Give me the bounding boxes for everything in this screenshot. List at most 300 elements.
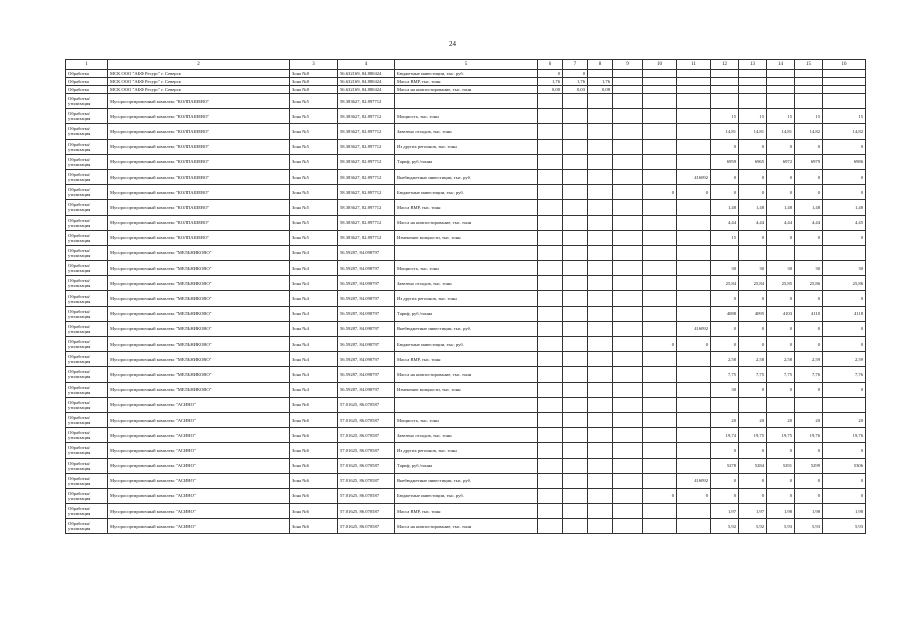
table-row [66, 200, 866, 215]
coordinates-cell: 56.59287, 84.098797 [338, 291, 395, 306]
object-name-cell: Мусоросортировочный комплекс "КОЛПАШЕВО" [108, 169, 290, 184]
value-cell [643, 291, 677, 306]
value-cell: 25,84 [711, 276, 739, 291]
column-header: 12 [711, 60, 739, 70]
operation-cell: Обработка/ утилизация [66, 215, 108, 230]
zone-cell: Зона №6 [290, 504, 338, 519]
operation-cell: Обработка/ утилизация [66, 154, 108, 169]
indicator-cell: Масса на компостирование, тыс. тонн [395, 86, 538, 94]
coordinates-cell: 57.01625, 86.070587 [338, 397, 395, 412]
value-cell [677, 291, 711, 306]
value-cell [588, 352, 613, 367]
value-cell: 4,44 [795, 215, 823, 230]
table-row [66, 473, 866, 488]
coordinates-cell: 57.01625, 86.070587 [338, 428, 395, 443]
coordinates-cell: 56.59287, 84.098797 [338, 245, 395, 260]
object-name-cell: Мусоросортировочный комплекс "МЕЛЬНИКОВО" [108, 382, 290, 397]
column-header: 16 [823, 60, 866, 70]
table-row [66, 443, 866, 458]
value-cell: 0 [823, 488, 866, 503]
value-cell: 0 [739, 473, 767, 488]
table-row [66, 276, 866, 291]
object-name-cell: Мусоросортировочный комплекс "АСИНО" [108, 428, 290, 443]
value-cell: 1,98 [823, 504, 866, 519]
object-name-cell: Мусоросортировочный комплекс "КОЛПАШЕВО" [108, 154, 290, 169]
value-cell: 0 [767, 443, 795, 458]
operation-cell: Обработка/ утилизация [66, 458, 108, 473]
value-cell: 0 [711, 337, 739, 352]
value-cell [563, 200, 588, 215]
operation-cell: Обработка/ утилизация [66, 443, 108, 458]
object-name-cell: МСК ООО "АБФ Ресурс" г. Северск [108, 86, 290, 94]
value-cell: 0 [795, 321, 823, 336]
value-cell [588, 169, 613, 184]
object-name-cell: Мусоросортировочный комплекс "МЕЛЬНИКОВО" [108, 245, 290, 260]
value-cell [538, 215, 563, 230]
value-cell: 1,98 [767, 504, 795, 519]
value-cell: 30 [739, 261, 767, 276]
zone-cell: Зона №6 [290, 519, 338, 534]
value-cell [643, 86, 677, 94]
value-cell: 0 [767, 382, 795, 397]
table-row [66, 291, 866, 306]
operation-cell: Обработка/ утилизация [66, 276, 108, 291]
value-cell [563, 245, 588, 260]
table-header [66, 60, 866, 70]
value-cell [677, 261, 711, 276]
object-name-cell: Мусоросортировочный комплекс "КОЛПАШЕВО" [108, 94, 290, 109]
value-cell: 6972 [767, 154, 795, 169]
value-cell [643, 397, 677, 412]
value-cell: 5,93 [767, 519, 795, 534]
value-cell: 6986 [823, 154, 866, 169]
coordinates-cell: 58.383627, 82.897712 [338, 124, 395, 139]
table-row [66, 154, 866, 169]
value-cell [643, 261, 677, 276]
value-cell [767, 94, 795, 109]
value-cell [538, 488, 563, 503]
value-cell [563, 488, 588, 503]
object-name-cell: Мусоросортировочный комплекс "КОЛПАШЕВО" [108, 215, 290, 230]
value-cell [795, 70, 823, 78]
coordinates-cell: 56.59287, 84.098797 [338, 306, 395, 321]
value-cell: 0 [739, 139, 767, 154]
value-cell [588, 200, 613, 215]
value-cell [563, 443, 588, 458]
value-cell [538, 367, 563, 382]
value-cell [563, 473, 588, 488]
value-cell [613, 337, 643, 352]
value-cell: 30 [795, 261, 823, 276]
value-cell: 5284 [739, 458, 767, 473]
value-cell: 0 [823, 321, 866, 336]
object-name-cell: Мусоросортировочный комплекс "МЕЛЬНИКОВО" [108, 276, 290, 291]
value-cell [538, 154, 563, 169]
value-cell [643, 215, 677, 230]
value-cell [823, 245, 866, 260]
value-cell: 0 [739, 488, 767, 503]
value-cell [613, 200, 643, 215]
operation-cell: Обработка/ утилизация [66, 352, 108, 367]
operation-cell: Обработка [66, 78, 108, 86]
value-cell: 0 [677, 337, 711, 352]
object-name-cell: Мусоросортировочный комплекс "АСИНО" [108, 473, 290, 488]
value-cell: 4095 [739, 306, 767, 321]
operation-cell: Обработка/ утилизация [66, 473, 108, 488]
coordinates-cell: 58.383627, 82.897712 [338, 185, 395, 200]
object-name-cell: Мусоросортировочный комплекс "МЕЛЬНИКОВО" [108, 321, 290, 336]
indicator-cell: Масса ВМР, тыс. тонн [395, 200, 538, 215]
zone-cell: Зона №6 [290, 473, 338, 488]
value-cell: 5,92 [739, 519, 767, 534]
value-cell [613, 443, 643, 458]
value-cell [538, 321, 563, 336]
indicator-cell: Масса на компостирование, тыс. тонн [395, 215, 538, 230]
value-cell [643, 428, 677, 443]
column-header: 11 [677, 60, 711, 70]
operation-cell: Обработка/ утилизация [66, 261, 108, 276]
value-cell: 416092 [677, 169, 711, 184]
value-cell: 0 [795, 291, 823, 306]
value-cell: 25,86 [823, 276, 866, 291]
coordinates-cell: 56.632169, 84.880424 [338, 70, 395, 78]
value-cell [613, 504, 643, 519]
value-cell [588, 428, 613, 443]
value-cell: 5291 [767, 458, 795, 473]
value-cell [613, 412, 643, 427]
table-row [66, 321, 866, 336]
value-cell [823, 94, 866, 109]
value-cell [588, 185, 613, 200]
indicator-cell: Масса ВМР, тыс. тонн [395, 504, 538, 519]
value-cell: 4118 [823, 306, 866, 321]
value-cell [643, 94, 677, 109]
value-cell [538, 382, 563, 397]
coordinates-cell: 56.59287, 84.098797 [338, 261, 395, 276]
value-cell: 1,48 [711, 200, 739, 215]
table-row [66, 70, 866, 78]
value-cell [538, 169, 563, 184]
indicator-cell: Внебюджетные инвестиции, тыс. руб. [395, 169, 538, 184]
value-cell [823, 78, 866, 86]
object-name-cell: Мусоросортировочный комплекс "КОЛПАШЕВО" [108, 200, 290, 215]
value-cell: 0 [795, 382, 823, 397]
value-cell [588, 70, 613, 78]
table-row [66, 185, 866, 200]
value-cell [711, 245, 739, 260]
value-cell [677, 276, 711, 291]
value-cell [563, 412, 588, 427]
value-cell [643, 124, 677, 139]
value-cell: 0 [711, 443, 739, 458]
column-header: 2 [108, 60, 290, 70]
value-cell: 0 [711, 139, 739, 154]
value-cell [563, 321, 588, 336]
coordinates-cell: 58.383627, 82.897712 [338, 230, 395, 245]
value-cell [677, 200, 711, 215]
coordinates-cell: 57.01625, 86.070587 [338, 504, 395, 519]
value-cell: 1,76 [563, 78, 588, 86]
value-cell [563, 230, 588, 245]
object-name-cell: Мусоросортировочный комплекс "МЕЛЬНИКОВО" [108, 337, 290, 352]
coordinates-cell: 56.59287, 84.098797 [338, 382, 395, 397]
value-cell: 30 [711, 261, 739, 276]
zone-cell: Зона №5 [290, 154, 338, 169]
operation-cell: Обработка/ утилизация [66, 245, 108, 260]
value-cell [677, 382, 711, 397]
value-cell [538, 124, 563, 139]
value-cell [613, 139, 643, 154]
value-cell [643, 139, 677, 154]
value-cell: 6965 [739, 154, 767, 169]
indicator-cell [395, 397, 538, 412]
coordinates-cell: 58.383627, 82.897712 [338, 109, 395, 124]
value-cell: 1,48 [823, 200, 866, 215]
value-cell: 0 [823, 291, 866, 306]
table-row [66, 412, 866, 427]
zone-cell: Зона №8 [290, 70, 338, 78]
value-cell [739, 78, 767, 86]
table-row [66, 428, 866, 443]
zone-cell: Зона №8 [290, 86, 338, 94]
value-cell [795, 86, 823, 94]
table-row [66, 306, 866, 321]
operation-cell: Обработка/ утилизация [66, 321, 108, 336]
value-cell [643, 473, 677, 488]
indicator-cell: Бюджетные инвестиции, тыс. руб. [395, 70, 538, 78]
value-cell: 0 [823, 139, 866, 154]
coordinates-cell: 57.01625, 86.070587 [338, 488, 395, 503]
value-cell [613, 124, 643, 139]
value-cell [677, 367, 711, 382]
column-header: 14 [767, 60, 795, 70]
value-cell [677, 215, 711, 230]
value-cell [588, 124, 613, 139]
table-row [66, 230, 866, 245]
coordinates-cell: 58.383627, 82.897712 [338, 169, 395, 184]
value-cell: 0 [823, 185, 866, 200]
value-cell: 0,03 [563, 86, 588, 94]
zone-cell: Зона №6 [290, 397, 338, 412]
value-cell [563, 291, 588, 306]
value-cell [795, 397, 823, 412]
value-cell: 2,58 [767, 352, 795, 367]
table-row [66, 139, 866, 154]
value-cell [588, 306, 613, 321]
value-cell [613, 473, 643, 488]
indicator-cell [395, 245, 538, 260]
column-header: 4 [338, 60, 395, 70]
value-cell [767, 397, 795, 412]
table-row [66, 504, 866, 519]
value-cell [538, 230, 563, 245]
value-cell [588, 154, 613, 169]
value-cell [677, 443, 711, 458]
value-cell: 0 [823, 169, 866, 184]
value-cell [563, 124, 588, 139]
value-cell: 19,76 [823, 428, 866, 443]
value-cell: 0 [739, 337, 767, 352]
value-cell: 0 [739, 321, 767, 336]
value-cell: 0 [823, 230, 866, 245]
value-cell: 25,85 [767, 276, 795, 291]
indicator-cell: Изменение мощности, тыс. тонн [395, 382, 538, 397]
table-row [66, 78, 866, 86]
table-row [66, 382, 866, 397]
table-row [66, 488, 866, 503]
value-cell: 1,76 [538, 78, 563, 86]
value-cell: 0 [538, 70, 563, 78]
value-cell [588, 276, 613, 291]
object-name-cell: Мусоросортировочный комплекс "МЕЛЬНИКОВО" [108, 352, 290, 367]
table-row [66, 245, 866, 260]
value-cell [613, 94, 643, 109]
object-name-cell: Мусоросортировочный комплекс "МЕЛЬНИКОВО" [108, 261, 290, 276]
operation-cell: Обработка/ утилизация [66, 124, 108, 139]
value-cell: 30 [711, 382, 739, 397]
value-cell [677, 230, 711, 245]
coordinates-cell: 58.383627, 82.897712 [338, 154, 395, 169]
operation-cell: Обработка/ утилизация [66, 337, 108, 352]
value-cell [538, 139, 563, 154]
value-cell [563, 94, 588, 109]
value-cell [739, 245, 767, 260]
value-cell [613, 352, 643, 367]
zone-cell: Зона №5 [290, 169, 338, 184]
value-cell: 0 [677, 185, 711, 200]
value-cell: 2,59 [823, 352, 866, 367]
value-cell: 25,86 [795, 276, 823, 291]
value-cell [563, 306, 588, 321]
value-cell [538, 473, 563, 488]
operation-cell: Обработка/ утилизация [66, 94, 108, 109]
header-row [66, 60, 866, 70]
value-cell: 416092 [677, 473, 711, 488]
value-cell: 19,76 [795, 428, 823, 443]
object-name-cell: Мусоросортировочный комплекс "АСИНО" [108, 519, 290, 534]
value-cell [563, 276, 588, 291]
value-cell: 0 [795, 337, 823, 352]
value-cell: 0 [795, 230, 823, 245]
value-cell: 15 [739, 109, 767, 124]
zone-cell: Зона №4 [290, 382, 338, 397]
operation-cell: Обработка/ утилизация [66, 397, 108, 412]
value-cell: 4,44 [767, 215, 795, 230]
object-name-cell: Мусоросортировочный комплекс "КОЛПАШЕВО" [108, 230, 290, 245]
value-cell: 0 [795, 139, 823, 154]
value-cell [613, 261, 643, 276]
zone-cell: Зона №5 [290, 215, 338, 230]
value-cell [613, 185, 643, 200]
value-cell [588, 519, 613, 534]
value-cell [563, 458, 588, 473]
object-name-cell: Мусоросортировочный комплекс "КОЛПАШЕВО" [108, 139, 290, 154]
operation-cell: Обработка/ утилизация [66, 412, 108, 427]
value-cell [643, 367, 677, 382]
object-name-cell: МСК ООО "АБФ Ресурс" г. Северск [108, 78, 290, 86]
value-cell [711, 94, 739, 109]
value-cell: 2,58 [739, 352, 767, 367]
indicator-cell: Внебюджетные инвестиции, тыс. руб. [395, 321, 538, 336]
value-cell: 0 [711, 321, 739, 336]
value-cell [563, 169, 588, 184]
table-row [66, 124, 866, 139]
value-cell: 20 [739, 412, 767, 427]
zone-cell: Зона №4 [290, 367, 338, 382]
coordinates-cell: 57.01625, 86.070587 [338, 458, 395, 473]
value-cell [677, 306, 711, 321]
value-cell [563, 397, 588, 412]
value-cell [613, 154, 643, 169]
value-cell: 1,76 [588, 78, 613, 86]
value-cell [563, 519, 588, 534]
value-cell [538, 200, 563, 215]
value-cell: 5,93 [795, 519, 823, 534]
zone-cell: Зона №4 [290, 306, 338, 321]
value-cell [538, 245, 563, 260]
value-cell [613, 291, 643, 306]
value-cell [767, 86, 795, 94]
object-name-cell: Мусоросортировочный комплекс "АСИНО" [108, 458, 290, 473]
value-cell: 14,81 [739, 124, 767, 139]
value-cell [538, 94, 563, 109]
value-cell [677, 458, 711, 473]
coordinates-cell: 56.59287, 84.098797 [338, 367, 395, 382]
table-row [66, 458, 866, 473]
value-cell: 4088 [711, 306, 739, 321]
value-cell [767, 78, 795, 86]
operation-cell: Обработка [66, 70, 108, 78]
value-cell: 7,75 [767, 367, 795, 382]
indicator-cell: Бюджетные инвестиции, тыс. руб. [395, 185, 538, 200]
column-header: 13 [739, 60, 767, 70]
value-cell [538, 504, 563, 519]
value-cell [538, 443, 563, 458]
value-cell [643, 412, 677, 427]
indicator-cell: Из других регионов, тыс. тонн [395, 291, 538, 306]
table-row [66, 86, 866, 94]
operation-cell: Обработка/ утилизация [66, 504, 108, 519]
value-cell [538, 291, 563, 306]
value-cell [613, 397, 643, 412]
value-cell [538, 337, 563, 352]
value-cell: 5,93 [823, 519, 866, 534]
value-cell: 14,82 [795, 124, 823, 139]
value-cell [677, 94, 711, 109]
value-cell [538, 261, 563, 276]
value-cell [538, 185, 563, 200]
table-row [66, 169, 866, 184]
value-cell [588, 139, 613, 154]
indicator-cell: Внебюджетные инвестиции, тыс. руб. [395, 473, 538, 488]
value-cell: 1,48 [795, 200, 823, 215]
value-cell: 5278 [711, 458, 739, 473]
value-cell [563, 185, 588, 200]
value-cell [613, 382, 643, 397]
table-row [66, 519, 866, 534]
value-cell [677, 124, 711, 139]
value-cell: 0 [563, 70, 588, 78]
value-cell [613, 86, 643, 94]
column-header: 7 [563, 60, 588, 70]
coordinates-cell: 56.59287, 84.098797 [338, 321, 395, 336]
coordinates-cell: 57.01625, 86.070587 [338, 473, 395, 488]
value-cell [643, 352, 677, 367]
coordinates-cell: 56.632169, 84.880424 [338, 86, 395, 94]
value-cell: 19,75 [767, 428, 795, 443]
indicator-cell: Из других регионов, тыс. тонн [395, 443, 538, 458]
indicator-cell: Тариф, руб./тонна [395, 306, 538, 321]
